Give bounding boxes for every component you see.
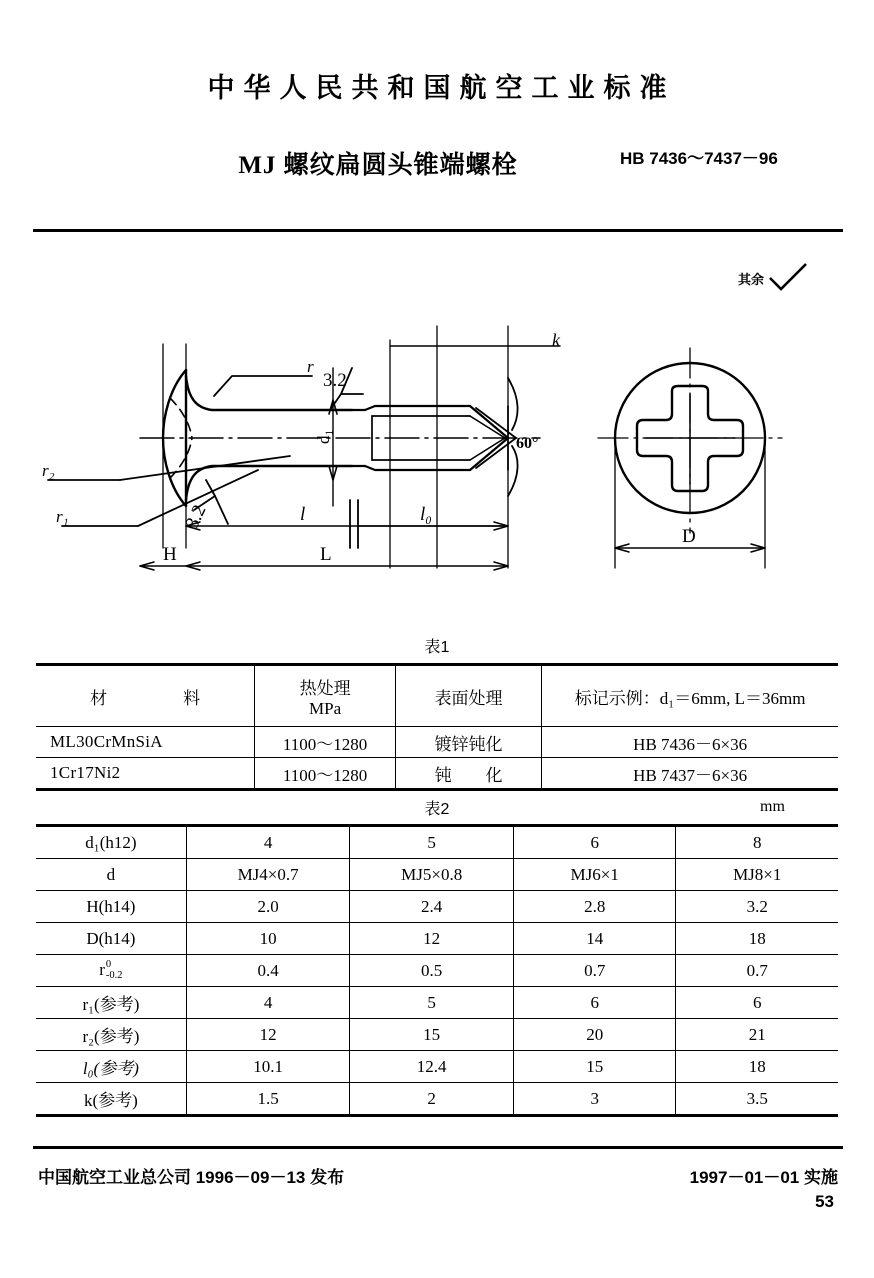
table1-header-marking-example: 标记示例：d₁＝6mm, L＝36mm (542, 665, 838, 727)
national-standard-title: 中华人民共和国航空工业标准 (207, 73, 676, 103)
dim-value: 6 (676, 987, 838, 1019)
dim-label: r₂(参考) (36, 1019, 186, 1051)
dim-value: MJ4×0.7 (186, 859, 350, 891)
label-d1: d₁ (314, 429, 333, 444)
table-row (36, 826, 838, 859)
dim-value: 3.2 (676, 891, 838, 923)
dim-value: 0.5 (350, 955, 514, 987)
dim-value: 5 (350, 987, 514, 1019)
surface-treatment-value: 镀锌钝化 (395, 727, 541, 758)
dim-value: MJ8×1 (676, 859, 838, 891)
dim-value: 14 (513, 923, 676, 955)
table-row (36, 987, 838, 1019)
dim-value: 20 (513, 1019, 676, 1051)
table-row (36, 859, 838, 891)
dim-value: 12 (186, 1019, 350, 1051)
dim-value: 0.4 (186, 955, 350, 987)
dim-value: 2.0 (186, 891, 350, 923)
dim-label: k(参考) (36, 1083, 186, 1116)
dim-label: d (36, 859, 186, 891)
material-table (36, 663, 838, 791)
heat-treatment-value: 1100～1280 (255, 727, 395, 758)
dim-value: 5 (350, 826, 514, 859)
table1-header-material: 材 料 (36, 665, 255, 727)
label-angle-60: 60° (516, 435, 539, 452)
dim-value: 2 (350, 1083, 514, 1116)
dim-value: 6 (513, 826, 676, 859)
table-row (36, 923, 838, 955)
technical-drawing (0, 248, 874, 608)
label-l: l (300, 504, 306, 525)
dim-value: 6 (513, 987, 676, 1019)
dim-label: l₀(参考) (36, 1051, 186, 1083)
material-name: 1Cr17Ni2 (36, 758, 255, 790)
label-r1: r₁ (56, 507, 69, 526)
table-row (36, 1083, 838, 1116)
dim-value: 21 (676, 1019, 838, 1051)
dimensions-table (36, 824, 838, 1117)
dim-value: 8 (676, 826, 838, 859)
dim-value: 10.1 (186, 1051, 350, 1083)
dim-value: 15 (513, 1051, 676, 1083)
document-title: MJ 螺纹扁圆头锥端螺栓 (238, 152, 518, 179)
table1-header-surface: 表面处理 (395, 665, 541, 727)
label-roughness-top: 3.2 (323, 370, 347, 391)
dim-label: H(h14) (36, 891, 186, 923)
marking-example-value: HB 7436－6×36 (542, 727, 838, 758)
table-row (36, 1019, 838, 1051)
label-l0: l₀ (420, 504, 432, 525)
dim-value: 10 (186, 923, 350, 955)
r-symbol: r (99, 959, 105, 979)
dim-value: 12.4 (350, 1051, 514, 1083)
dim-value: 15 (350, 1019, 514, 1051)
dim-label: d₁(h12) (36, 826, 186, 859)
table-row (36, 758, 838, 790)
dim-value: 4 (186, 826, 350, 859)
heat-treatment-unit: MPa (309, 698, 342, 718)
footer-divider-rule (33, 1146, 843, 1149)
table1-header-heat-treatment (255, 665, 395, 727)
table1-caption: 表1 (424, 639, 450, 656)
label-H: H (163, 544, 177, 565)
dim-value: 2.8 (513, 891, 676, 923)
surface-finish-label: 其余 (738, 272, 765, 287)
dim-value: 3.5 (676, 1083, 838, 1116)
page-number: 53 (815, 1192, 834, 1211)
dim-value: 18 (676, 1051, 838, 1083)
surface-treatment-value: 钝 化 (395, 758, 541, 790)
table2-caption: 表2 (424, 801, 450, 818)
table-row (36, 955, 838, 987)
dim-value: 2.4 (350, 891, 514, 923)
r-tol-upper: 0 (105, 958, 112, 970)
heat-treatment-value: 1100～1280 (255, 758, 395, 790)
dim-value: 4 (186, 987, 350, 1019)
heat-treatment-label: 热处理 (299, 678, 351, 698)
table-row (36, 891, 838, 923)
effective-date: 1997－01－01 实施 (689, 1168, 838, 1187)
label-roughness-bottom: 3.2 (181, 501, 211, 533)
dim-value: MJ5×0.8 (350, 859, 514, 891)
document-number: HB 7436～7437－96 (620, 149, 778, 168)
material-name: ML30CrMnSiA (36, 727, 255, 758)
table2-unit: mm (760, 798, 785, 815)
table-row (36, 665, 838, 727)
label-r2: r₂ (42, 461, 55, 480)
header-divider-rule (33, 229, 843, 232)
label-L: L (320, 544, 332, 565)
dim-label: r₁(参考) (36, 987, 186, 1019)
dim-value: 3 (513, 1083, 676, 1116)
r-tol-lower: -0.2 (105, 969, 123, 981)
dim-value: 12 (350, 923, 514, 955)
dim-value: 1.5 (186, 1083, 350, 1116)
dim-value: 18 (676, 923, 838, 955)
dim-label: D(h14) (36, 923, 186, 955)
dim-value: MJ6×1 (513, 859, 676, 891)
issuer-statement: 中国航空工业总公司 1996－09－13 发布 (38, 1168, 345, 1187)
table-row (36, 727, 838, 758)
label-r: r (307, 357, 314, 376)
marking-example-value: HB 7437－6×36 (542, 758, 838, 790)
dim-value: 0.7 (513, 955, 676, 987)
dim-label-r-tolerance (36, 955, 186, 987)
label-k: k (552, 330, 560, 350)
table-row (36, 1051, 838, 1083)
dim-value: 0.7 (676, 955, 838, 987)
label-D: D (682, 526, 696, 547)
